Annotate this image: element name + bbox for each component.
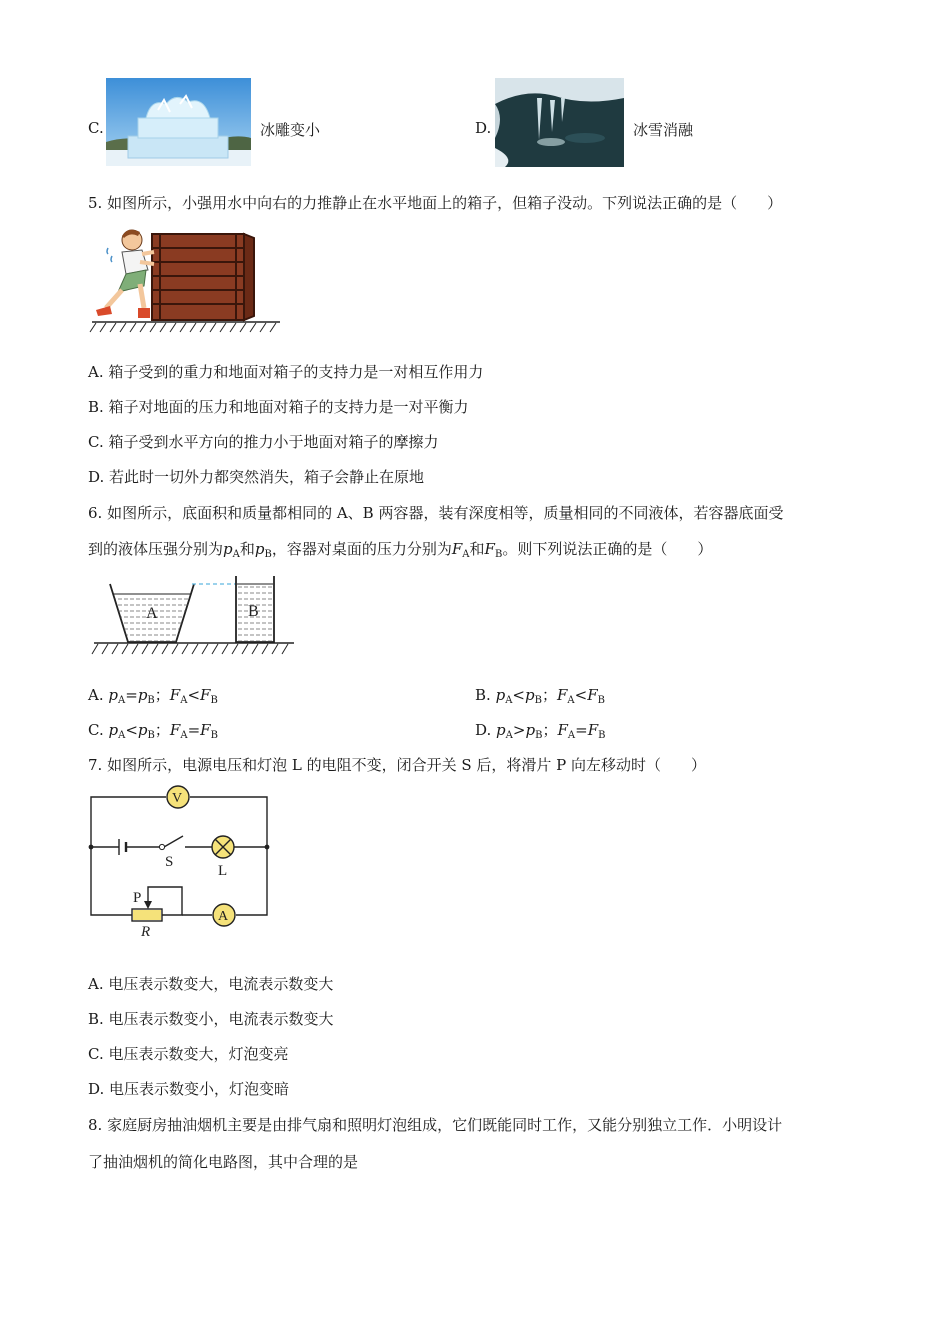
- lamp-label: L: [218, 863, 228, 879]
- melting-ice-photo: [495, 78, 624, 167]
- q6-option-b: B. $p_A<p_B$；$F_A<F_B$: [475, 686, 605, 706]
- voltmeter-label: V: [172, 791, 183, 806]
- q4-option-d-letter: D.: [475, 119, 492, 137]
- slider-label: P: [133, 890, 142, 906]
- q5-option-b: B. 箱子对地面的压力和地面对箱子的支持力是一对平衡力: [88, 398, 469, 416]
- container-a-label: A: [146, 605, 158, 622]
- q5-option-d: D. 若此时一切外力都突然消失，箱子会静止在原地: [88, 468, 425, 486]
- q7-option-a: A. 电压表示数变大，电流表示数变大: [88, 975, 334, 993]
- boy-pushing-box-figure: [88, 222, 280, 334]
- ice-sculpture-photo: [106, 78, 251, 166]
- q8-stem-line2: 了抽油烟机的简化电路图，其中合理的是: [88, 1153, 359, 1171]
- resistor-label: R: [141, 924, 151, 940]
- q5-stem: 5. 如图所示，小强用水中向右的力推静止在水平地面上的箱子，但箱子没动。下列说法正确的是（ ）: [88, 194, 783, 212]
- q6-stem-text-a: 到的液体压强分别为: [88, 540, 224, 558]
- ammeter-label: A: [218, 909, 229, 924]
- q7-stem: 7. 如图所示，电源电压和灯泡 L 的电阻不变，闭合开关 S 后，将滑片 P 向左移动时（ ）: [88, 756, 707, 774]
- q6-option-a: A. $p_A=p_B$；$F_A<F_B$: [88, 686, 218, 706]
- q6-option-c: C. $p_A<p_B$；$F_A=F_B$: [88, 721, 218, 741]
- pressure-symbol: p: [223, 540, 233, 558]
- force-symbol: F: [451, 540, 463, 558]
- q4-option-c-letter: C.: [88, 119, 104, 137]
- container-b-label: B: [248, 603, 259, 620]
- circuit-diagram: [86, 784, 276, 940]
- q8-stem-line1: 8. 家庭厨房抽油烟机主要是由排气扇和照明灯泡组成，它们既能同时工作，又能分别独立工作．小明设计: [88, 1116, 783, 1134]
- q5-option-a: A. 箱子受到的重力和地面对箱子的支持力是一对相互作用力: [88, 363, 484, 381]
- q4-option-d-text: 冰雪消融: [633, 121, 694, 139]
- q6-stem-line2: 到的液体压强分别为$p_A$和$p_B$，容器对桌面的压力分别为$F_A$和$F_B$。则下列说法正确的是（ ）: [88, 540, 713, 560]
- q6-option-d: D. $p_A>p_B$；$F_A=F_B$: [475, 721, 606, 741]
- q4-option-c-text: 冰雕变小: [260, 121, 321, 139]
- q6-stem-line1: 6. 如图所示，底面积和质量都相同的 A、B 两容器，装有深度相等，质量相同的不同液体，若容器底面受: [88, 504, 784, 522]
- q5-option-c: C. 箱子受到水平方向的推力小于地面对箱子的摩擦力: [88, 433, 439, 451]
- q7-option-c: C. 电压表示数变大，灯泡变亮: [88, 1045, 289, 1063]
- q7-option-b: B. 电压表示数变小，电流表示数变大: [88, 1010, 334, 1028]
- containers-figure: [88, 572, 298, 658]
- q7-option-d: D. 电压表示数变小，灯泡变暗: [88, 1080, 290, 1098]
- switch-label: S: [165, 854, 174, 870]
